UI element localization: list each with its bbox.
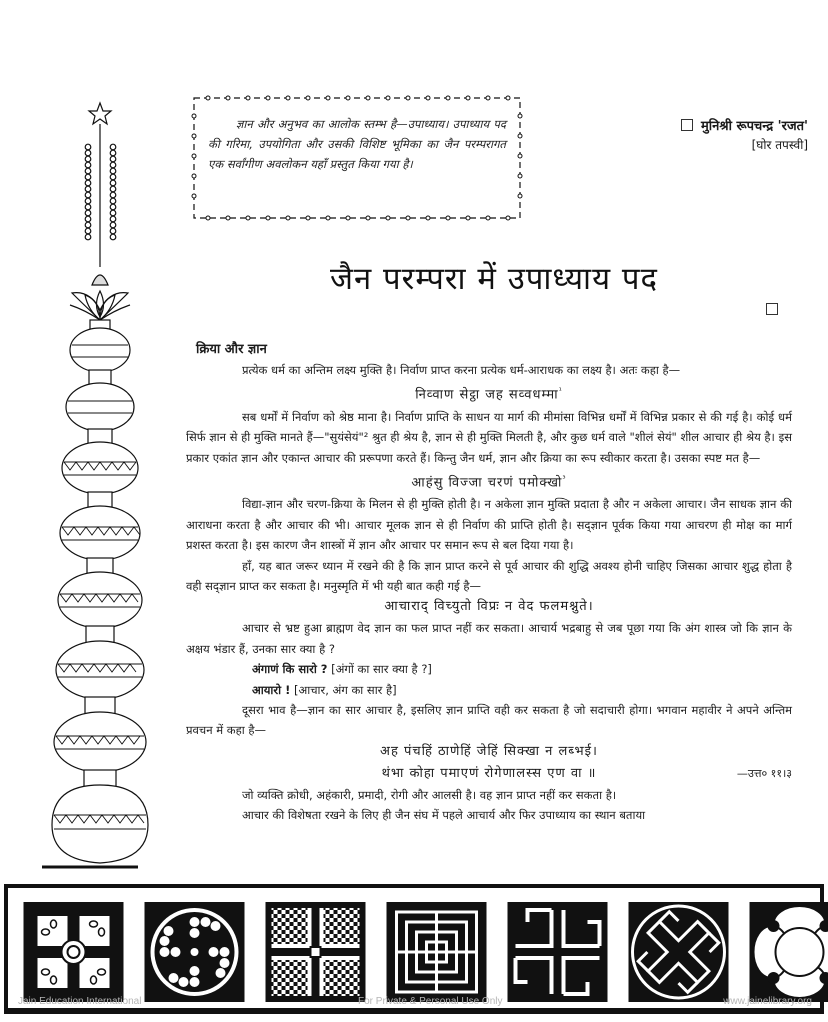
intro-text: ज्ञान और अनुभव का आलोक स्तम्भ है—उपाध्याय। उपाध्याय पद की गरिमा, उपयोगिता और उसकी विशिष्ट भूमिका का जैन परम्परागत एक सर्वांगीण अवलोकन यहाँ प्रस्तुत किया गया है। bbox=[208, 117, 506, 171]
leaf-swastika-icon bbox=[22, 902, 125, 1002]
checkered-swastika-icon bbox=[264, 902, 367, 1002]
star-icon bbox=[89, 103, 111, 124]
paragraph: प्रत्येक धर्म का अन्तिम लक्ष्य मुक्ति है। निर्वाण प्राप्त करना प्रत्येक धर्म-आराधक का लक्ष्य है। अतः कहा है— bbox=[242, 363, 681, 377]
watermark-left: Jain Education International bbox=[18, 996, 142, 1007]
paragraph: विद्या-ज्ञान और चरण-क्रिया के मिलन से ही मुक्ति होती है। न अकेला ज्ञान मुक्ति प्रदाता है और न अकेला आचार। जैन साधक ज्ञान की आराधना करता है और आचार की भी। आचार मूलक ज्ञान से ही निर्वाण की प्राप्ति होती है। सद्ज्ञान पूर्वक किया गया आचरण ही मोक्ष का मार्ग प्रशस्त करता है। इस कारण जैन शास्त्रों में ज्ञान और आचार पर समान रूप से बल दिया गया है। bbox=[186, 497, 792, 553]
verse-quote: अह पंचहिं ठाणेहिं जेहिं सिक्खा न लब्भई। bbox=[380, 743, 598, 759]
intro-box bbox=[188, 92, 526, 224]
author-block bbox=[681, 116, 808, 153]
verse-quote: थंभा कोहा पमाएणं रोगेणालस्स एण वा ॥ —उत्त० ११।३ bbox=[186, 763, 792, 785]
maze-swastika-icon bbox=[385, 902, 488, 1002]
outlined-swastika-icon bbox=[506, 902, 609, 1002]
article-title: जैन परम्परा में उपाध्याय पद bbox=[330, 260, 658, 297]
paragraph: सब धर्मों में निर्वाण को श्रेष्ठ माना है। निर्वाण प्राप्ति के साधन या मार्ग की मीमांसा विभिन्न धर्मों में विभिन्न प्रकार से की गई है। कोई धर्म सिर्फ ज्ञान से ही मुक्ति मानते हैं—"सुयंसेयं"² श्रुत ही श्रेय है, ज्ञान से ही मुक्ति मिलती है, और कुछ धर्म वाले "शीलं सेयं" शील आचार ही श्रेय है। इस प्रकार एकांत ज्ञान और एकान्त आचार की प्ररूपणा करते हैं। किन्तु जैन धर्म, ज्ञान और क्रिया का रूप स्वीकार करता है। उसका स्पष्ट मत है— bbox=[186, 409, 792, 465]
kalash-pillar-illustration bbox=[0, 95, 180, 875]
watermark-center: For Private & Personal Use Only bbox=[358, 996, 503, 1007]
answer-line: आयारो ! [आचार, अंग का सार है] bbox=[252, 682, 397, 697]
chain-right bbox=[110, 144, 116, 240]
article-body bbox=[186, 340, 792, 826]
verse-quote: निव्वाण सेट्ठा जह सव्वधम्मा$^{^1}$ bbox=[415, 386, 563, 403]
paragraph: आचार से भ्रष्ट हुआ ब्राह्मण वेद ज्ञान का फल प्राप्त नहीं कर सकता। आचार्य भद्रबाहु से जब पूछा गया कि अंग शास्त्र जो कि ज्ञान के अक्षय भंडार हैं, उनका सार क्या है ? bbox=[186, 621, 792, 656]
decorative-swastika-band bbox=[4, 884, 824, 1014]
paragraph: आचार की विशेषता रखने के लिए ही जैन संघ में पहले आचार्य और फिर उपाध्याय का स्थान बताया bbox=[242, 808, 646, 823]
paragraph: हाँ, यह बात जरूर ध्यान में रखने की है कि ज्ञान प्राप्त करने से पूर्व आचार की शुद्धि अवश्य होनी चाहिए जिसका आचार शुद्ध होता है वही सद्ज्ञान प्राप्त कर सकता है। मनुस्मृति में भी यही बात कही गई है— bbox=[186, 558, 792, 593]
chain-left bbox=[85, 144, 91, 240]
paragraph: जो व्यक्ति क्रोधी, अहंकारी, प्रमादी, रोगी और आलसी है। वह ज्ञान प्राप्त नहीं कर सकता है। bbox=[242, 787, 617, 802]
author-name: मुनिश्री रूपचन्द्र 'रजत' bbox=[701, 119, 808, 134]
lotus-circle-icon bbox=[748, 902, 828, 1002]
section-heading: क्रिया और ज्ञान bbox=[196, 342, 267, 357]
square-bullet-icon bbox=[681, 119, 693, 131]
circle-dots-swastika-icon bbox=[143, 902, 246, 1002]
verse-quote: आहंसु विज्जा चरणं पमोक्खो$^{^3}$ bbox=[411, 473, 567, 491]
question-line: अंगाणं कि सारो ? [अंगों का सार क्या है ?] bbox=[252, 662, 432, 677]
paragraph: दूसरा भाव है—ज्ञान का सार आचार है, इसलिए ज्ञान प्राप्ति वही कर सकता है जो सदाचारी होगा। भगवान महावीर ने अपने अन्तिम प्रवचन में कहा है— bbox=[186, 702, 792, 738]
circle-swastika-icon bbox=[627, 902, 730, 1002]
square-bullet-icon bbox=[766, 303, 778, 315]
author-title: [घोर तपस्वी] bbox=[751, 138, 808, 152]
verse-quote: आचाराद् विच्युतो विप्रः न वेद फलमश्नुते। bbox=[384, 599, 594, 615]
verse-reference: —उत्त० ११।३ bbox=[736, 766, 792, 780]
watermark-right[interactable]: www.jainelibrary.org bbox=[723, 996, 812, 1007]
